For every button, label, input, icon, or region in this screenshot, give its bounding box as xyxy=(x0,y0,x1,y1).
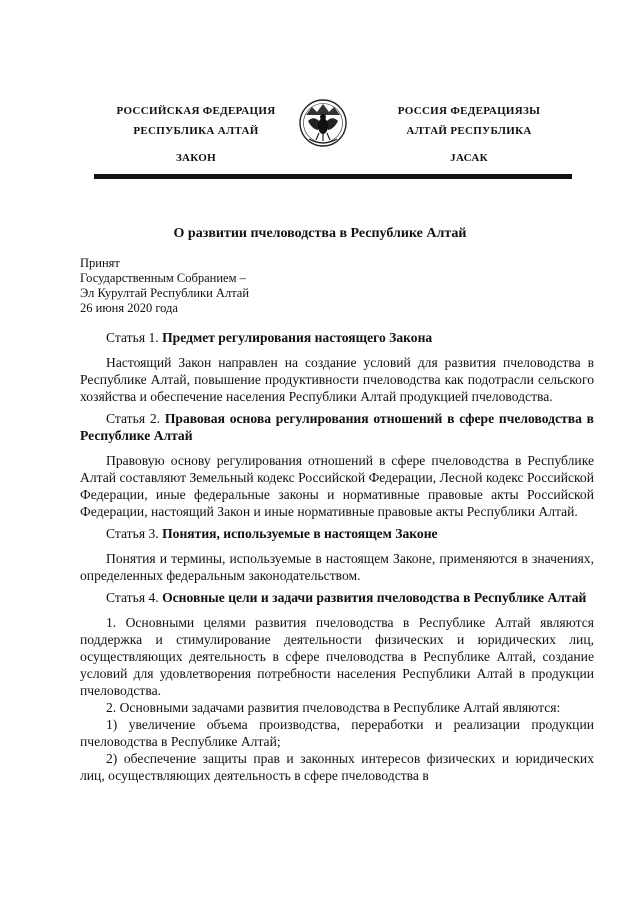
header-right-line1: РОССИЯ ФЕДЕРАЦИЯЗЫ xyxy=(397,105,541,117)
article-2-heading xyxy=(80,410,594,444)
article-label: Статья 3. xyxy=(106,526,159,541)
article-title: Предмет регулирования настоящего Закона xyxy=(162,330,433,345)
article-1-paragraph: Настоящий Закон направлен на создание условий для развития пчеловодства в Республике Алтай, повышение продуктивности пчеловодства как подотрасли сельского хозяйства и обеспечение населения Республики Алтай продукцией пчеловодства. xyxy=(80,355,594,404)
header-left-doctype: ЗАКОН xyxy=(175,152,217,164)
article-title: Понятия, используемые в настоящем Законе xyxy=(162,526,438,541)
article-title: Основные цели и задачи развития пчеловодства в Республике Алтай xyxy=(162,590,587,605)
coat-of-arms-emblem-icon xyxy=(298,95,348,155)
article-4-paragraph-3: 1) увеличение объема производства, переработки и реализации продукции пчеловодства в Республике Алтай; xyxy=(80,717,594,749)
header-right-line2: АЛТАЙ РЕСПУБЛИКА xyxy=(406,125,532,137)
article-1-heading xyxy=(80,329,594,346)
article-label: Статья 2. xyxy=(106,411,161,426)
header-left-line2: РЕСПУБЛИКА АЛТАЙ xyxy=(133,125,259,137)
adoption-line-2: Государственным Собранием – xyxy=(80,271,246,285)
article-4-paragraph-1: 1. Основными целями развития пчеловодства в Республике Алтай являются поддержка и стимулирование деятельности физических и юридических лиц, осуществляющих деятельность в сфере пчеловодства в Республике Алтай, создание условий для удовлетворения потребности населения Республики Алтай в продукции пчеловодства. xyxy=(80,615,594,698)
article-4-heading xyxy=(80,589,594,606)
article-2-paragraph: Правовую основу регулирования отношений в сфере пчеловодства в Республике Алтай составляют Земельный кодекс Российской Федерации, Лесной кодекс Российской Федерации, иные федеральные законы и нормативные правовые акты Российской Федерации, настоящий Закон и иные нормативные правовые акты Республики Алтай. xyxy=(80,453,594,519)
article-4-paragraph-4: 2) обеспечение защиты прав и законных интересов физических и юридических лиц, осуществляющих деятельность в сфере пчеловодства в xyxy=(80,751,594,783)
article-title: Правовая основа регулирования отношений в сфере пчеловодства в Республике Алтай xyxy=(80,411,594,443)
article-3-heading xyxy=(80,525,594,542)
adoption-date: 26 июня 2020 года xyxy=(80,301,178,315)
article-4-paragraph-2: 2. Основными задачами развития пчеловодства в Республике Алтай являются: xyxy=(106,700,561,715)
article-label: Статья 4. xyxy=(106,590,159,605)
adoption-line-1: Принят xyxy=(80,256,120,270)
law-body xyxy=(80,329,594,784)
header-right-doctype: JАСАК xyxy=(450,152,488,164)
adoption-line-3: Эл Курултай Республики Алтай xyxy=(80,286,250,300)
article-3-paragraph: Понятия и термины, используемые в настоящем Законе, применяются в значениях, определенных федеральным законодательством. xyxy=(80,551,594,583)
header-divider xyxy=(94,174,572,179)
adoption-info xyxy=(80,256,249,316)
document-title: О развитии пчеловодства в Республике Алтай xyxy=(173,226,467,241)
article-label: Статья 1. xyxy=(106,330,159,345)
header-left-line1: РОССИЙСКАЯ ФЕДЕРАЦИЯ xyxy=(116,105,276,117)
